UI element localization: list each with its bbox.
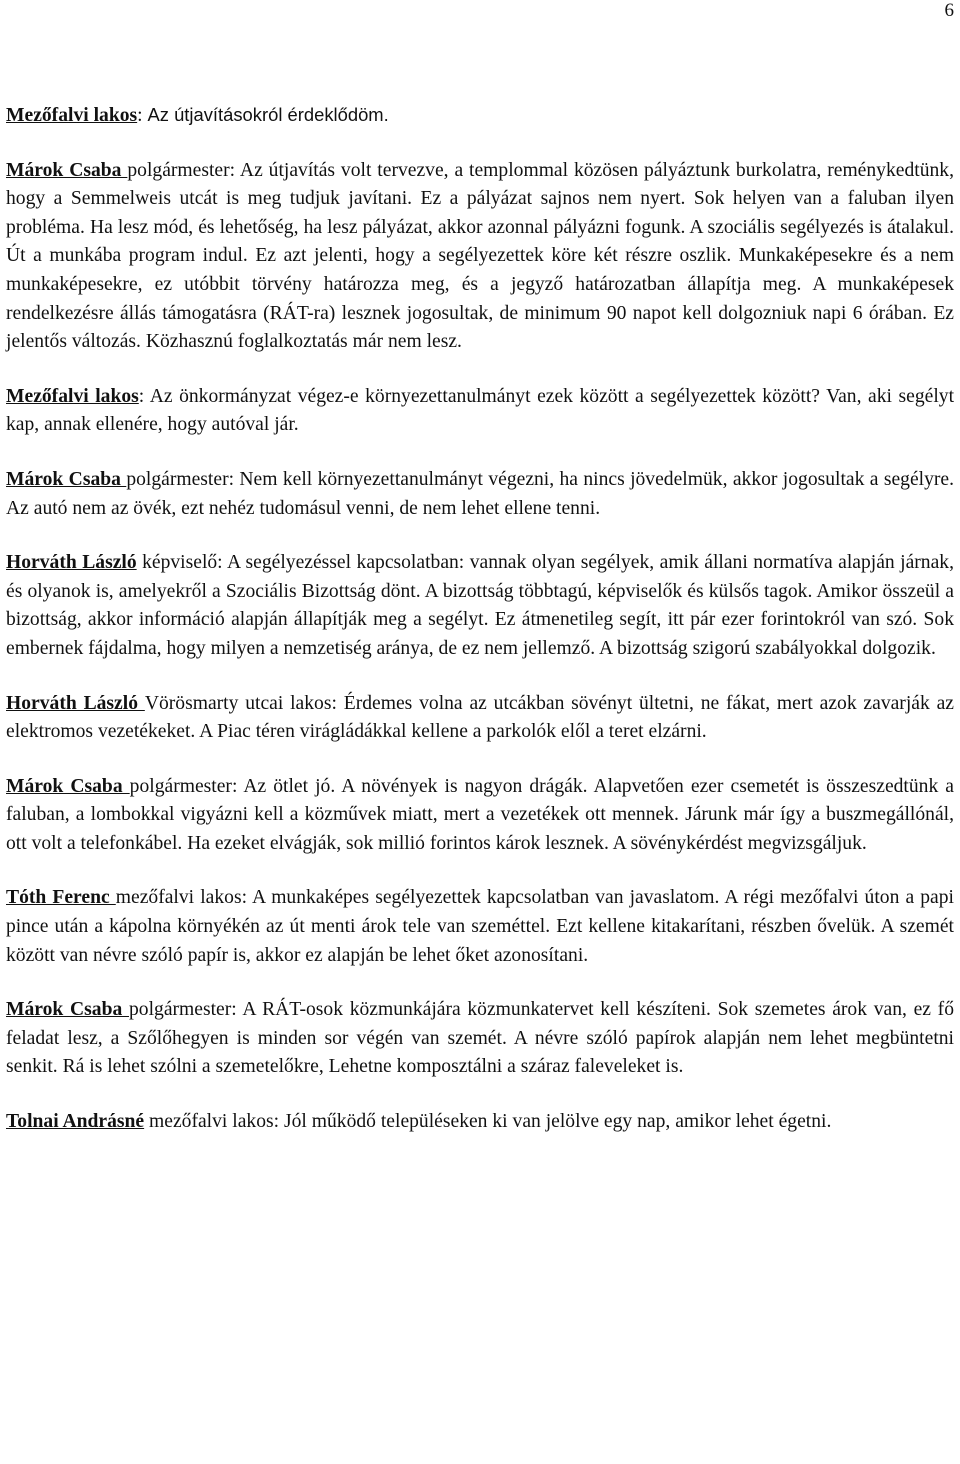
speaker-role: mezőfalvi lakos: xyxy=(115,887,253,909)
paragraph-4 xyxy=(6,466,954,523)
paragraph-text: Az útjavítás volt tervezve, a templommal közösen pályáztunk burkolatra, reménykedtünk, hogy a Semmelweis utcát is meg tudjuk javítani. Ez a pályázat sajnos nem nyert. Sok helyen van a faluban ilyen probléma. Ha lesz mód, és lehetőség, ha lesz pályázat, akkor azonnal pályázni fogunk. A szociális segélyezés is átalakul. Út a munkába program indul. Ez azt jelenti, hogy a segélyezettek köre két részre oszlik. Munkaképesekre és a nem munkaképesekre, ez utóbbit törvény határozza meg, és a jegyző határozatban állapítja meg. A munkaképesek rendelkezésre állás támogatásra (RÁT-ra) lesznek jogosultak, de minimum 90 napot kell dolgozniuk napi 6 órában. Ez jelentős változás. Közhasznú foglalkoztatás már nem lesz. xyxy=(6,159,954,353)
speaker-name: Márok Csaba xyxy=(6,999,129,1021)
speaker-role: polgármester: xyxy=(127,159,240,181)
speaker-name: Mezőfalvi lakos xyxy=(6,105,138,126)
speaker-name: Horváth László xyxy=(6,692,145,714)
paragraph-text: Az útjavításokról érdeklődöm. xyxy=(147,104,389,125)
paragraph-6 xyxy=(6,690,954,747)
paragraph-text: Az önkormányzat végez-e környezettanulmányt ezek között a segélyezettek között? Van, aki segélyt kap, annak ellenére, hogy autóval jár. xyxy=(6,385,955,436)
paragraph-text: Érdemes volna az utcákban sövényt ültetni, ne fákat, mert azok zavarják az elektromos vezetékeket. A Piac téren virágládákkal kellene a parkolók elől a teret elzárni. xyxy=(6,692,954,743)
paragraph-text: Jól működő településeken ki van jelölve egy nap, amikor lehet égetni. xyxy=(283,1111,832,1133)
paragraph-7 xyxy=(6,773,954,859)
speaker-role: Vörösmarty utcai lakos: xyxy=(144,692,344,714)
paragraph-text: A RÁT-osok közmunkájára közmunkatervet kell készíteni. Sok szemetes árok van, ez fő feladat lesz, a Szőlőhegyen is minden sor végén van szemét. A névre szóló papírok alapján nem lehet megbüntetni senkit. Rá is lehet szólni a szemetelőkre, Lehetne komposztálni a száraz faleveleket is. xyxy=(6,999,955,1078)
paragraph-5 xyxy=(6,549,954,663)
speaker-role: : xyxy=(138,385,150,407)
speaker-role: polgármester: xyxy=(128,999,243,1021)
paragraph-1 xyxy=(6,101,954,131)
speaker-role: polgármester: xyxy=(129,775,244,797)
paragraph-text: A segélyezéssel kapcsolatban: vannak olyan segélyek, amik állani normatíva alapján járnak, és olyanok is, amelyekről a Szociális Bizottság dönt. A bizottság többtagú, képviselők és külsős tagok. Amikor összeül a bizottság, akkor információ alapján állapítják meg a segélyt. Ez átmenetileg segít, itt pár ezer forintokról van szó. Sok embernek fájdalma, hogy milyen a nemzetiség aránya, de ez nem jellemző. A bizottság szigorú szabályokkal dolgozik. xyxy=(6,552,954,659)
paragraph-8 xyxy=(6,884,954,970)
speaker-role: : xyxy=(137,105,148,126)
speaker-role: polgármester: xyxy=(126,468,240,490)
speaker-name: Tolnai Andrásné xyxy=(6,1111,145,1133)
speaker-role: képviselő: xyxy=(136,552,228,574)
speaker-name: Márok Csaba xyxy=(6,468,127,490)
document-body xyxy=(6,101,954,1163)
speaker-name: Horváth László xyxy=(6,552,137,574)
paragraph-3 xyxy=(6,383,954,440)
speaker-name: Tóth Ferenc xyxy=(6,887,116,909)
paragraph-10 xyxy=(6,1108,954,1137)
paragraph-9 xyxy=(6,996,954,1082)
speaker-name: Márok Csaba xyxy=(6,775,130,797)
paragraph-text: Az ötlet jó. A növények is nagyon drágák. Alapvetően ezer csemetét is összeszedtünk a faluban, a lombokkal vigyázni kell a közművek miatt, mert a vezetékek ott mennek. Járunk már így a buszmegállónál, ott volt a telefonkábel. Ha ezeket elvágják, sok millió forintos károk lesznek. A sövénykérdést megvizsgáljuk. xyxy=(6,775,955,854)
paragraph-2 xyxy=(6,157,954,357)
speaker-name: Mezőfalvi lakos xyxy=(6,385,139,407)
paragraph-text: A munkaképes segélyezettek kapcsolatban van javaslatom. A régi mezőfalvi úton a papi pince után a kápolna környékén az út menti árok tele van szeméttel. Ezt kellene kitakarítani, részben ővelük. A szemét között van névre szóló papír is, akkor ez alapján be lehet őket azonosítani. xyxy=(6,887,954,966)
page-number: 6 xyxy=(944,0,954,21)
speaker-name: Márok Csaba xyxy=(6,159,128,181)
speaker-role: mezőfalvi lakos: xyxy=(144,1111,284,1133)
paragraph-text: Nem kell környezettanulmányt végezni, ha nincs jövedelmük, akkor jogosultak a segélyre. Az autó nem az övék, ezt nehéz tudomásul venni, de nem lehet ellene tenni. xyxy=(6,468,955,519)
